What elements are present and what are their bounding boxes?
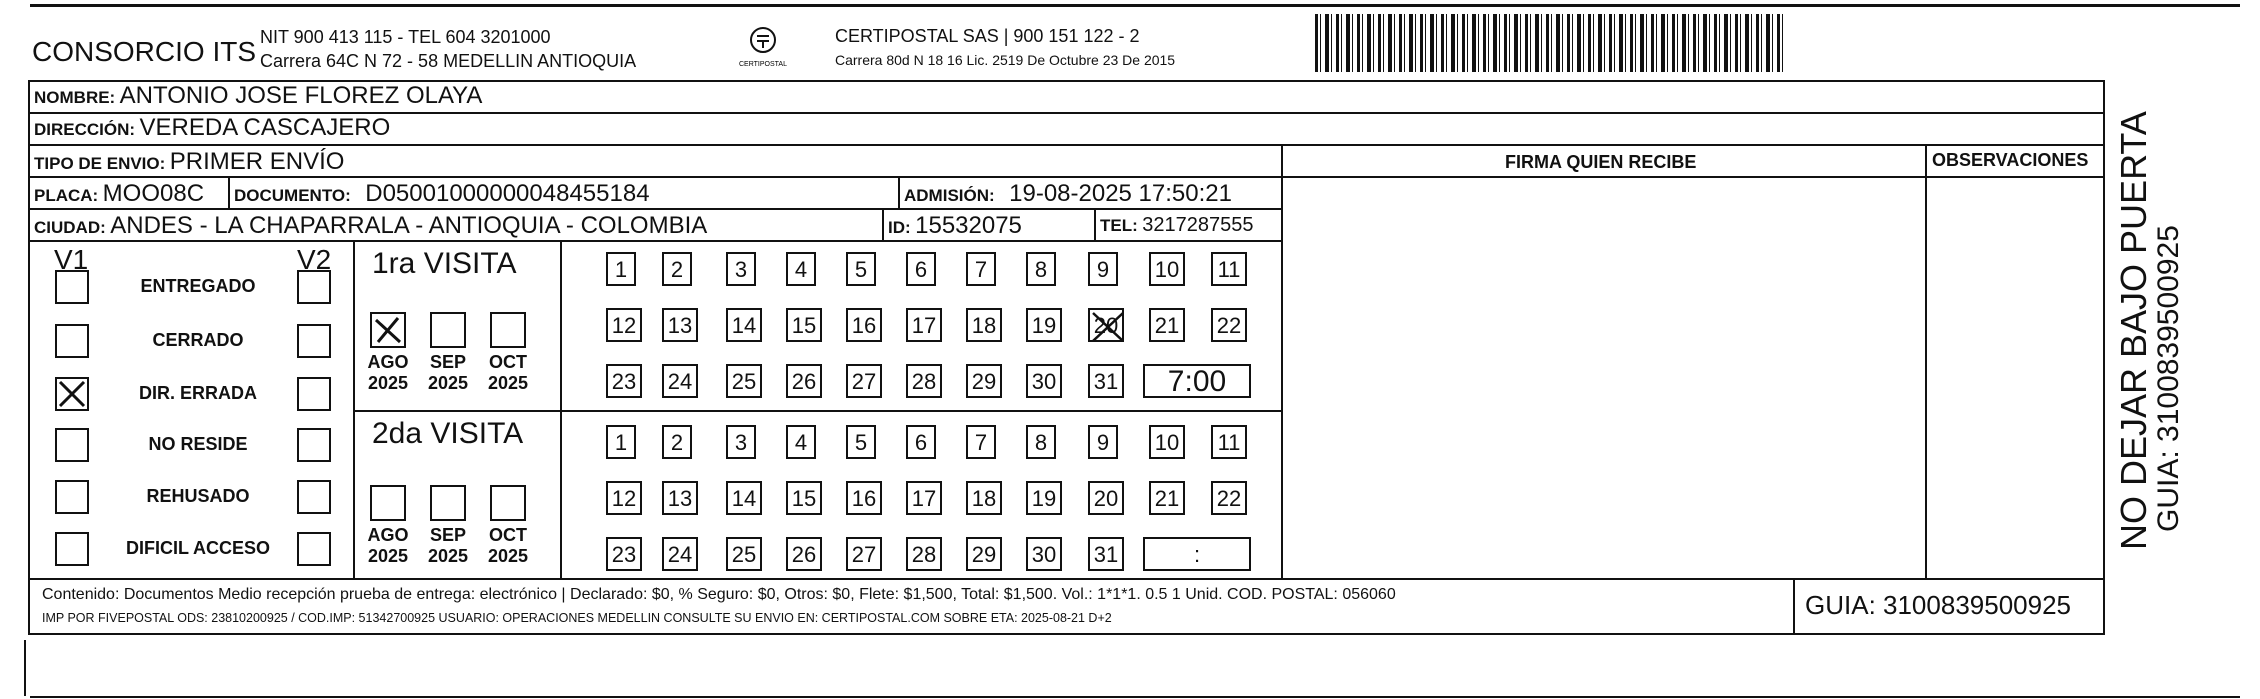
- carrier-line2: Carrera 80d N 18 16 Lic. 2519 De Octubre 23 De 2015: [835, 52, 1176, 68]
- month-label: [483, 352, 533, 394]
- day-box[interactable]: 27: [846, 364, 882, 398]
- logo-text: CERTIPOSTAL: [739, 61, 787, 68]
- day-box[interactable]: 20: [1088, 308, 1124, 342]
- rule: [28, 240, 1283, 242]
- placa-label: PLACA:: [34, 186, 99, 205]
- day-box[interactable]: 6: [906, 252, 936, 286]
- firma-header: FIRMA QUIEN RECIBE: [1505, 152, 1697, 172]
- v1-checkbox[interactable]: [55, 377, 89, 411]
- rule: [882, 208, 884, 240]
- month-name: SEP: [429, 352, 467, 372]
- day-box[interactable]: 26: [786, 364, 822, 398]
- month-checkbox[interactable]: [370, 312, 406, 348]
- day-box[interactable]: 2: [662, 425, 692, 459]
- documento-row: [234, 180, 650, 208]
- check-mark-icon: [57, 379, 87, 409]
- rule: [1793, 578, 1795, 635]
- day-box[interactable]: 14: [726, 308, 762, 342]
- v1-header: V1: [54, 244, 89, 275]
- day-box[interactable]: 29: [966, 537, 1002, 571]
- day-box[interactable]: 28: [906, 537, 942, 571]
- day-box[interactable]: 27: [846, 537, 882, 571]
- day-box[interactable]: 24: [662, 364, 698, 398]
- day-box[interactable]: 17: [906, 308, 942, 342]
- day-box[interactable]: 18: [966, 481, 1002, 515]
- day-box[interactable]: 4: [786, 425, 816, 459]
- barcode: [1315, 14, 1785, 72]
- rule: [1094, 208, 1096, 240]
- day-box[interactable]: 30: [1026, 537, 1062, 571]
- day-box[interactable]: 4: [786, 252, 816, 286]
- day-box[interactable]: 13: [662, 481, 698, 515]
- v1-checkbox[interactable]: [55, 270, 89, 304]
- visita1-title: 1ra VISITA: [372, 247, 517, 280]
- nombre-row: [34, 82, 482, 110]
- bottom-rule: [30, 696, 2240, 698]
- rule: [1281, 144, 1283, 578]
- nombre-value: ANTONIO JOSE FLOREZ OLAYA: [119, 82, 483, 109]
- v2-checkbox[interactable]: [297, 428, 331, 462]
- month-name: OCT: [489, 525, 527, 545]
- documento-value: D05001000000048455184: [365, 180, 650, 207]
- visita2-title: 2da VISITA: [372, 417, 524, 450]
- v2-checkbox[interactable]: [297, 532, 331, 566]
- documento-label: DOCUMENTO:: [234, 186, 351, 205]
- day-box[interactable]: 13: [662, 308, 698, 342]
- day-box[interactable]: 11: [1211, 252, 1247, 286]
- day-box[interactable]: 31: [1088, 364, 1124, 398]
- company-line2: Carrera 64C N 72 - 58 MEDELLIN ANTIOQUIA: [260, 51, 637, 71]
- side-no-dejar: NO DEJAR BAJO PUERTA: [2113, 111, 2154, 550]
- month-name: AGO: [367, 352, 409, 372]
- v2-checkbox[interactable]: [297, 270, 331, 304]
- admision-label: ADMISIÓN:: [904, 186, 995, 205]
- top-rule: [30, 4, 2240, 7]
- day-box[interactable]: 6: [906, 425, 936, 459]
- day-box[interactable]: 9: [1088, 425, 1118, 459]
- day-box[interactable]: 8: [1026, 252, 1056, 286]
- day-box[interactable]: 16: [846, 308, 882, 342]
- v2-checkbox[interactable]: [297, 377, 331, 411]
- check-mark-icon: [372, 314, 404, 346]
- left-rule: [24, 640, 26, 696]
- day-box[interactable]: 19: [1026, 481, 1062, 515]
- day-box[interactable]: 2: [662, 252, 692, 286]
- footer-line1: Contenido: Documentos Medio recepción prueba de entrega: electrónico | Declarado: $0, % Seguro: $0, Otros: $0, Flete: $1,500, Total: $1,500. Vol.: 1*1*1. 0.5 1 Unid. COD. POSTAL: 056060: [42, 586, 1396, 603]
- day-box[interactable]: 23: [606, 364, 642, 398]
- option-label: NO RESIDE: [148, 434, 248, 454]
- rule: [228, 176, 230, 208]
- month-year: 2025: [367, 546, 409, 566]
- option-label: DIFICIL ACCESO: [125, 538, 270, 558]
- day-box[interactable]: 16: [846, 481, 882, 515]
- month-name: OCT: [489, 352, 527, 372]
- day-box[interactable]: 15: [786, 308, 822, 342]
- month-checkbox[interactable]: [430, 485, 466, 521]
- tel-value: 3217287555: [1142, 214, 1254, 236]
- v2-checkbox[interactable]: [297, 324, 331, 358]
- month-year: 2025: [487, 373, 529, 393]
- day-box[interactable]: 28: [906, 364, 942, 398]
- rule: [1283, 176, 2105, 178]
- admision-row: [904, 180, 1232, 208]
- day-box[interactable]: 3: [726, 425, 756, 459]
- day-box[interactable]: 20: [1088, 481, 1124, 515]
- option-label: CERRADO: [152, 330, 244, 350]
- day-box[interactable]: 5: [846, 252, 876, 286]
- month-checkbox[interactable]: [490, 485, 526, 521]
- option-label: ENTREGADO: [140, 276, 256, 296]
- month-year: 2025: [427, 373, 469, 393]
- tipo-row: [34, 148, 344, 176]
- day-box[interactable]: 1: [606, 252, 636, 286]
- certipostal-logo: [733, 24, 793, 72]
- tel-row: [1100, 214, 1253, 237]
- tel-label: TEL:: [1100, 216, 1138, 235]
- day-box[interactable]: 10: [1149, 425, 1185, 459]
- placa-value: MOO08C: [102, 180, 205, 207]
- day-box[interactable]: 14: [726, 481, 762, 515]
- day-box[interactable]: 10: [1149, 252, 1185, 286]
- day-box[interactable]: 26: [786, 537, 822, 571]
- tipo-label: TIPO DE ENVIO:: [34, 154, 166, 173]
- rule: [1925, 144, 1927, 578]
- nombre-label: NOMBRE:: [34, 88, 116, 107]
- v2-checkbox[interactable]: [297, 480, 331, 514]
- side-guia: GUIA: 3100839500925: [2152, 225, 2185, 532]
- day-box[interactable]: 24: [662, 537, 698, 571]
- footer-guia: GUIA: 3100839500925: [1805, 590, 2071, 620]
- month-year: 2025: [487, 546, 529, 566]
- id-value: 15532075: [915, 212, 1022, 239]
- day-box[interactable]: 29: [966, 364, 1002, 398]
- day-box[interactable]: 8: [1026, 425, 1056, 459]
- month-checkbox[interactable]: [370, 485, 406, 521]
- day-box[interactable]: 23: [606, 537, 642, 571]
- day-box[interactable]: 5: [846, 425, 876, 459]
- v1-checkbox[interactable]: [55, 532, 89, 566]
- day-box[interactable]: 15: [786, 481, 822, 515]
- placa-row: [34, 180, 204, 208]
- day-box[interactable]: 12: [606, 308, 642, 342]
- ciudad-value: ANDES - LA CHAPARRALA - ANTIOQUIA - COLOMBIA: [110, 212, 708, 239]
- rule: [28, 176, 1283, 178]
- id-label: ID:: [888, 218, 911, 237]
- v1-checkbox[interactable]: [55, 480, 89, 514]
- month-label: [423, 352, 473, 394]
- time-box[interactable]: 7:00: [1143, 364, 1251, 398]
- direccion-value: VEREDA CASCAJERO: [139, 114, 391, 141]
- month-checkbox[interactable]: [430, 312, 466, 348]
- day-box[interactable]: 12: [606, 481, 642, 515]
- time-box[interactable]: :: [1143, 537, 1251, 571]
- month-name: AGO: [367, 525, 409, 545]
- option-label: REHUSADO: [146, 486, 250, 506]
- id-row: [888, 212, 1022, 240]
- month-label: [363, 525, 413, 567]
- month-label: [423, 525, 473, 567]
- carrier-line1: CERTIPOSTAL SAS | 900 151 122 - 2: [835, 26, 1140, 46]
- day-box[interactable]: 25: [726, 537, 762, 571]
- day-box[interactable]: 17: [906, 481, 942, 515]
- rule: [355, 410, 1283, 412]
- logo-icon: [733, 24, 793, 72]
- month-checkbox[interactable]: [490, 312, 526, 348]
- tipo-value: PRIMER ENVÍO: [169, 148, 345, 175]
- v2-header: V2: [297, 244, 332, 275]
- company-name: CONSORCIO ITS: [32, 36, 257, 67]
- day-box[interactable]: 21: [1149, 308, 1185, 342]
- month-name: SEP: [429, 525, 467, 545]
- rule: [560, 240, 562, 578]
- rule: [898, 176, 900, 208]
- day-box[interactable]: 30: [1026, 364, 1062, 398]
- day-box[interactable]: 7: [966, 425, 996, 459]
- day-box[interactable]: 11: [1211, 425, 1247, 459]
- side-text: [2115, 111, 2185, 550]
- month-label: [483, 525, 533, 567]
- day-box[interactable]: 1: [606, 425, 636, 459]
- rule: [28, 144, 2105, 146]
- rule: [353, 240, 355, 578]
- footer-line2: IMP POR FIVEPOSTAL ODS: 23810200925 / COD.IMP: 51342700925 USUARIO: OPERACIONES MEDELLIN CONSULTE SU ENVIO EN: CERTIPOSTAL.COM SOBRE ETA: 2025-08-21 D+2: [42, 611, 1112, 625]
- month-label: [363, 352, 413, 394]
- day-box[interactable]: 22: [1211, 481, 1247, 515]
- v1-checkbox[interactable]: [55, 324, 89, 358]
- v1-checkbox[interactable]: [55, 428, 89, 462]
- day-box[interactable]: 31: [1088, 537, 1124, 571]
- observaciones-header: OBSERVACIONES: [1932, 150, 2089, 170]
- admision-value: 19-08-2025 17:50:21: [1009, 180, 1232, 207]
- day-box[interactable]: 25: [726, 364, 762, 398]
- day-box[interactable]: 9: [1088, 252, 1118, 286]
- direccion-row: [34, 114, 390, 142]
- day-box[interactable]: 3: [726, 252, 756, 286]
- day-box[interactable]: 18: [966, 308, 1002, 342]
- company-line1: NIT 900 413 115 - TEL 604 3201000: [260, 27, 551, 47]
- direccion-label: DIRECCIÓN:: [34, 120, 136, 139]
- ciudad-label: CIUDAD:: [34, 218, 106, 237]
- day-box[interactable]: 22: [1211, 308, 1247, 342]
- day-box[interactable]: 19: [1026, 308, 1062, 342]
- ciudad-row: [34, 212, 707, 240]
- month-year: 2025: [427, 546, 469, 566]
- day-box[interactable]: 7: [966, 252, 996, 286]
- month-year: 2025: [367, 373, 409, 393]
- option-label: DIR. ERRADA: [138, 383, 257, 403]
- day-box[interactable]: 21: [1149, 481, 1185, 515]
